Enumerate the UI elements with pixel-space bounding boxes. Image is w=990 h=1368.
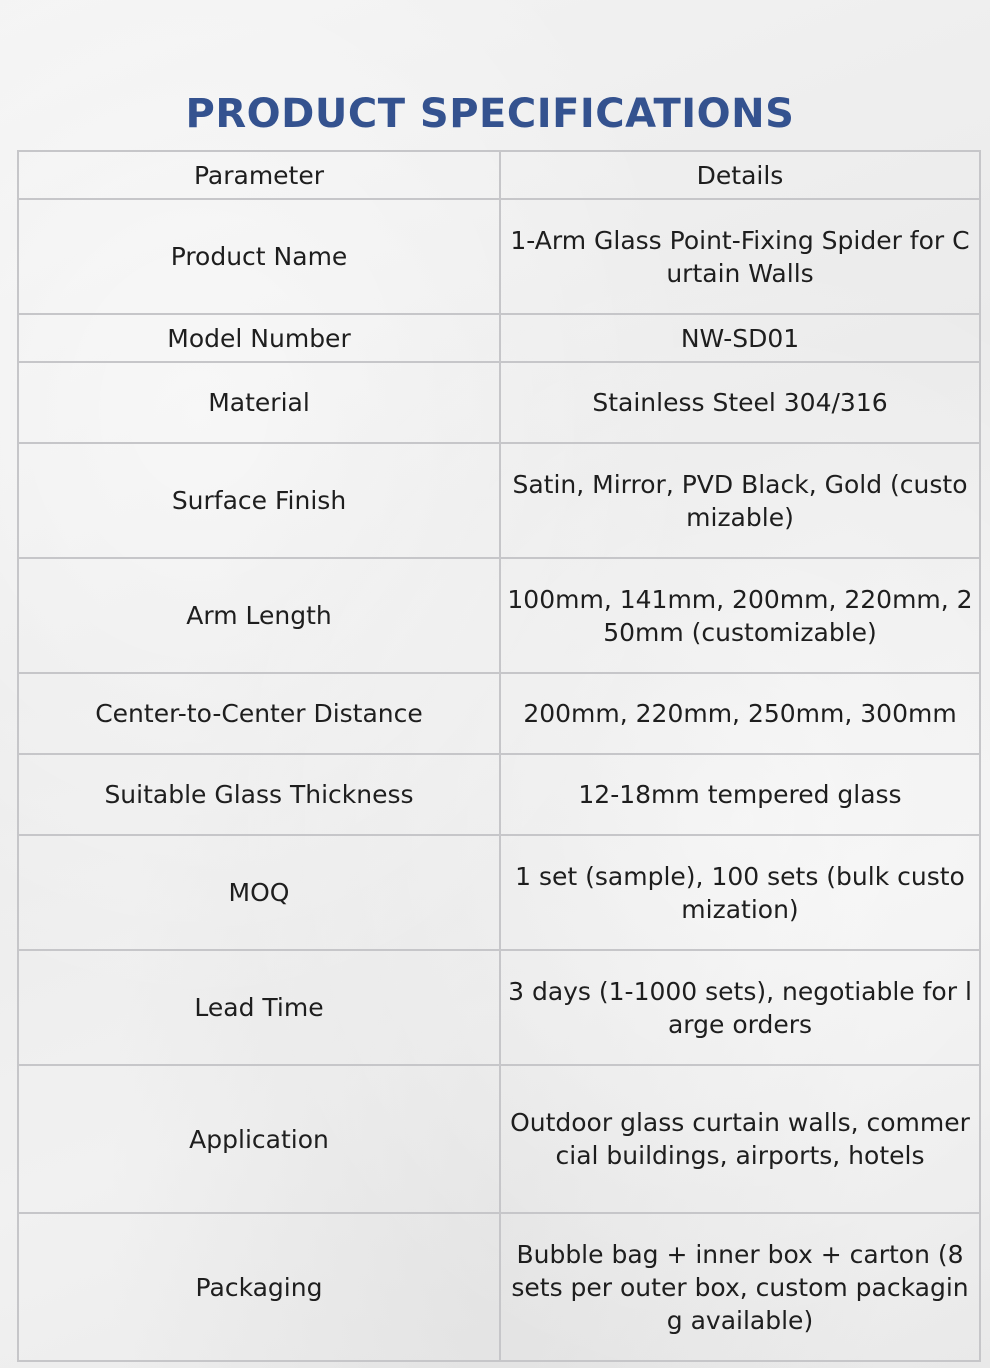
parameter-cell: Model Number	[18, 314, 500, 362]
details-cell: 1-Arm Glass Point-Fixing Spider for Curtain Walls	[500, 199, 980, 314]
details-cell: 12-18mm tempered glass	[500, 754, 980, 835]
table-row	[18, 1065, 980, 1213]
details-cell: Satin, Mirror, PVD Black, Gold (customizable)	[500, 443, 980, 558]
parameter-cell: Center-to-Center Distance	[18, 673, 500, 754]
details-cell: 200mm, 220mm, 250mm, 300mm	[500, 673, 980, 754]
table-row	[18, 362, 980, 443]
parameter-cell: Suitable Glass Thickness	[18, 754, 500, 835]
parameter-cell: Product Name	[18, 199, 500, 314]
details-cell: 3 days (1-1000 sets), negotiable for large orders	[500, 950, 980, 1065]
table-row	[18, 1213, 980, 1361]
details-cell: 1 set (sample), 100 sets (bulk customization)	[500, 835, 980, 950]
specifications-table	[17, 150, 981, 1362]
parameter-cell: Arm Length	[18, 558, 500, 673]
parameter-cell: Packaging	[18, 1213, 500, 1361]
table-row	[18, 199, 980, 314]
table-row	[18, 443, 980, 558]
details-cell: Stainless Steel 304/316	[500, 362, 980, 443]
column-header-details: Details	[500, 151, 980, 199]
parameter-cell: Surface Finish	[18, 443, 500, 558]
details-cell: Bubble bag + inner box + carton (8 sets per outer box, custom packaging available)	[500, 1213, 980, 1361]
details-cell: Outdoor glass curtain walls, commercial buildings, airports, hotels	[500, 1065, 980, 1213]
table-row	[18, 314, 980, 362]
parameter-cell: Application	[18, 1065, 500, 1213]
table-row	[18, 558, 980, 673]
table-row	[18, 950, 980, 1065]
table-row	[18, 754, 980, 835]
table-row	[18, 835, 980, 950]
table-header-row	[18, 151, 980, 199]
details-cell: NW-SD01	[500, 314, 980, 362]
column-header-parameter: Parameter	[18, 151, 500, 199]
details-cell: 100mm, 141mm, 200mm, 220mm, 250mm (customizable)	[500, 558, 980, 673]
table-row	[18, 673, 980, 754]
parameter-cell: MOQ	[18, 835, 500, 950]
parameter-cell: Material	[18, 362, 500, 443]
parameter-cell: Lead Time	[18, 950, 500, 1065]
page-title: PRODUCT SPECIFICATIONS	[185, 91, 795, 137]
